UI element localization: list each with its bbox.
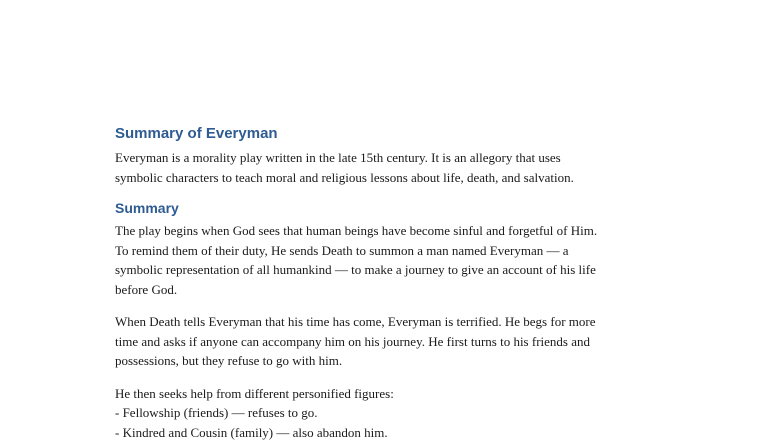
summary-paragraph-3 xyxy=(115,384,675,441)
list-item: - Kindred and Cousin (family) — also abandon him. xyxy=(115,424,388,440)
paragraph-line: When Death tells Everyman that his time has come, Everyman is terrified. He begs for more xyxy=(115,314,596,329)
paragraph-line: time and asks if anyone can accompany him on his journey. He first turns to his friends and xyxy=(115,333,590,349)
list-item: - Fellowship (friends) — refuses to go. xyxy=(115,405,318,420)
summary-paragraph-2 xyxy=(115,312,675,371)
intro-line: symbolic characters to teach moral and religious lessons about life, death, and salvation. xyxy=(115,169,574,185)
intro-line: Everyman is a morality play written in the late 15th century. It is an allegory that uses xyxy=(115,150,561,165)
paragraph-line: before God. xyxy=(115,281,178,297)
section-heading-summary: Summary xyxy=(115,200,179,216)
paragraph-line: symbolic representation of all humankind — to make a journey to give an account of his life xyxy=(115,262,596,277)
intro-paragraph xyxy=(115,148,675,187)
summary-paragraph-1 xyxy=(115,221,675,299)
paragraph-line: To remind them of their duty, He sends Death to summon a man named Everyman — a xyxy=(115,242,569,258)
paragraph-line: possessions, but they refuse to go with him. xyxy=(115,353,343,368)
paragraph-line: He then seeks help from different personified figures: xyxy=(115,385,394,401)
paragraph-line: The play begins when God sees that human beings have become sinful and forgetful of Him. xyxy=(115,223,598,238)
document-body xyxy=(115,124,675,441)
document-title: Summary of Everyman xyxy=(115,125,278,142)
